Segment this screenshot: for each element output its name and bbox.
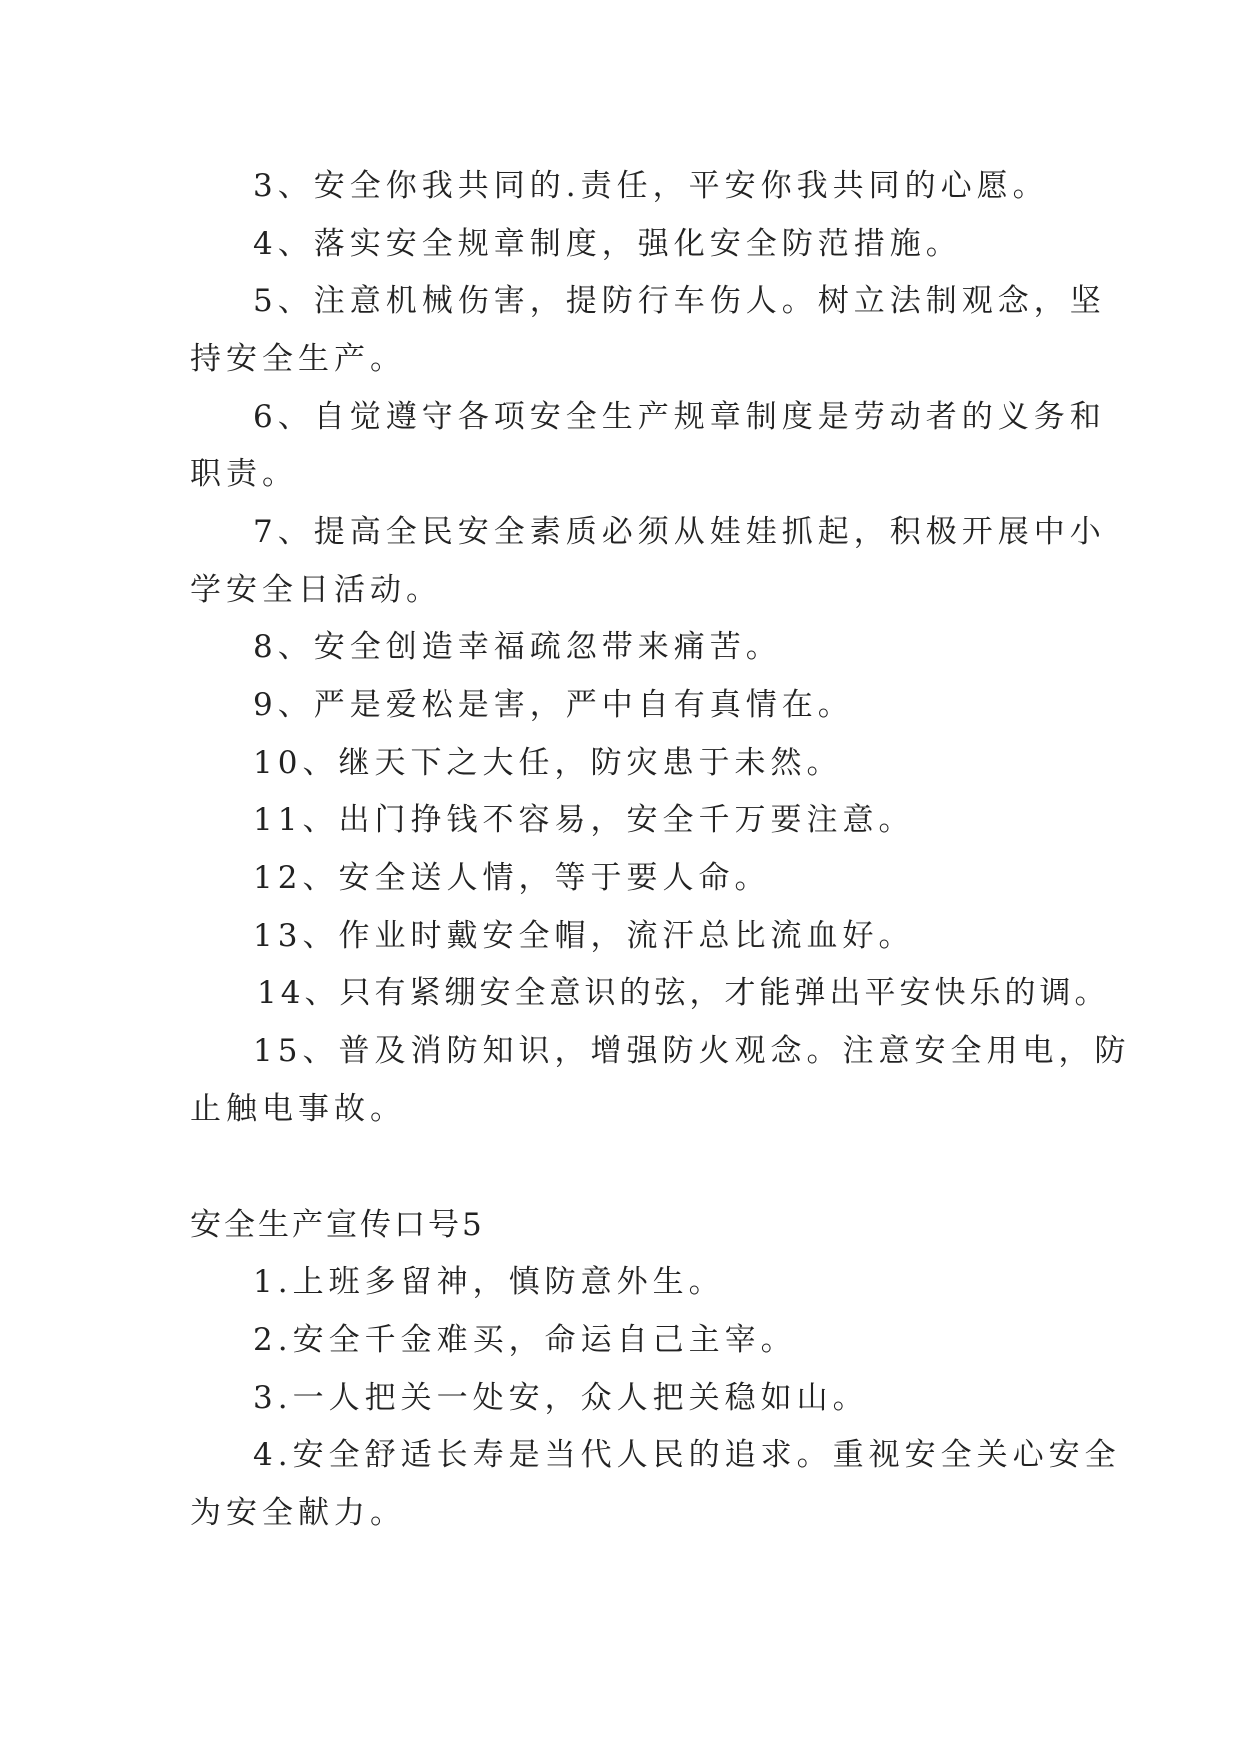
slogan-item-3: 3、安全你我共同的.责任，平安你我共同的心愿。 [253,168,1049,204]
slogan-item-15: 15、普及消防知识，增强防火观念。注意安全用电，防 [253,1033,1131,1069]
slogan-item-15-cont: 止触电事故。 [190,1091,406,1127]
slogan-item-5: 5、注意机械伤害，提防行车伤人。树立法制观念，坚 [253,283,1106,319]
slogan-item-6: 6、自觉遵守各项安全生产规章制度是劳动者的义务和 [253,399,1106,435]
slogan-item-13: 13、作业时戴安全帽，流汗总比流血好。 [253,918,915,954]
slogan-5-item-2: 2.安全千金难买，命运自己主宰。 [253,1322,797,1358]
slogan-item-10: 10、继天下之大任，防灾患于未然。 [253,745,843,781]
slogan-item-4: 4、落实安全规章制度，强化安全防范措施。 [253,226,962,262]
slogan-item-8: 8、安全创造幸福疏忽带来痛苦。 [253,629,782,665]
section-heading: 安全生产宣传口号5 [190,1207,485,1243]
slogan-5-item-1: 1.上班多留神，慎防意外生。 [253,1264,725,1300]
slogan-5-item-3: 3.一人把关一处安，众人把关稳如山。 [253,1380,869,1416]
slogan-5-item-4-cont: 为安全献力。 [190,1495,406,1531]
slogan-item-9: 9、严是爱松是害，严中自有真情在。 [253,687,854,723]
slogan-item-6-cont: 职责。 [190,456,298,492]
slogan-5-item-4: 4.安全舒适长寿是当代人民的追求。重视安全关心安全 [253,1437,1121,1473]
slogan-item-5-cont: 持安全生产。 [190,341,406,377]
slogan-item-14: 14、只有紧绷安全意识的弦，才能弹出平安快乐的调。 [257,975,1110,1011]
slogan-item-7: 7、提高全民安全素质必须从娃娃抓起，积极开展中小 [253,514,1106,550]
slogan-item-7-cont: 学安全日活动。 [190,572,442,608]
slogan-item-11: 11、出门挣钱不容易，安全千万要注意。 [253,802,915,838]
slogan-item-12: 12、安全送人情，等于要人命。 [253,860,771,896]
